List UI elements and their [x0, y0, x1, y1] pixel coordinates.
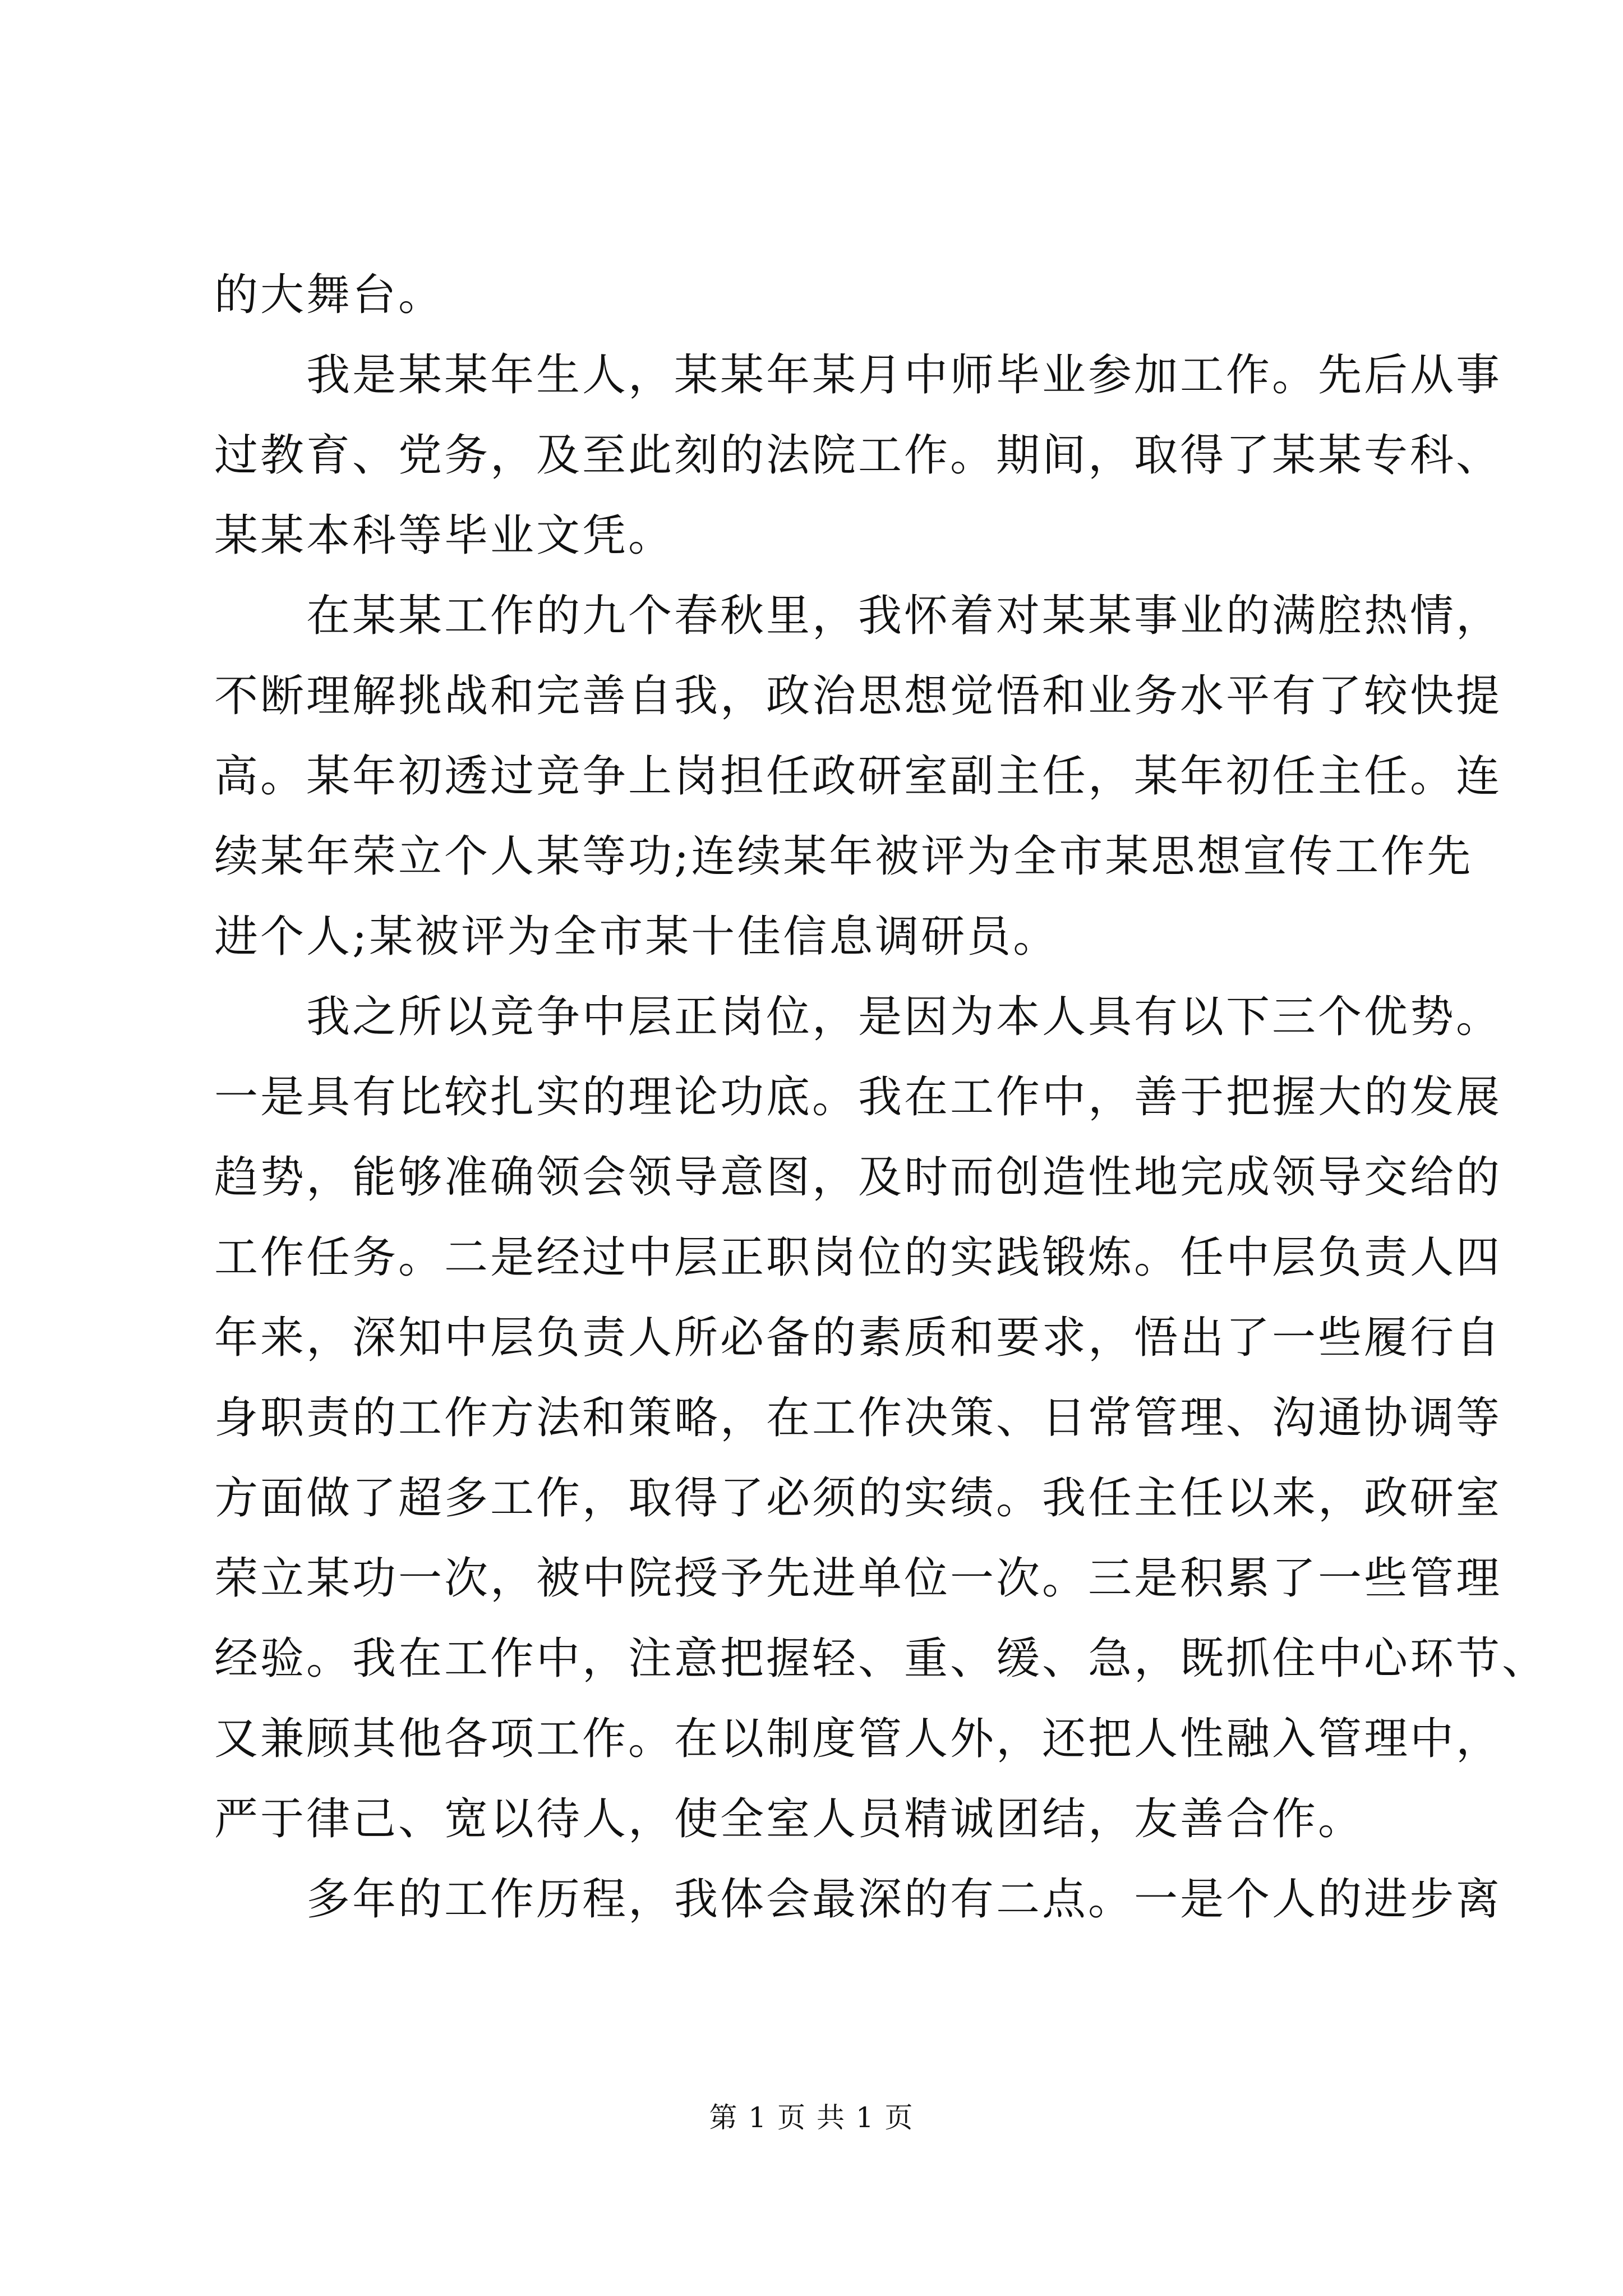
text-line: 又兼顾其他各项工作。在以制度管人外，还把人性融入管理中， [214, 1714, 1502, 1764]
text-line: 我之所以竞争中层正岗位，是因为本人具有以下三个优势。 [306, 992, 1502, 1042]
text-line: 趋势，能够准确领会领导意图，及时而创造性地完成领导交给的 [214, 1152, 1502, 1203]
text-line: 过教育、党务，及至此刻的法院工作。期间，取得了某某专科、 [214, 430, 1502, 481]
text-line: 续某年荣立个人某等功;连续某年被评为全市某思想宣传工作先 [214, 831, 1473, 882]
text-line: 某某本科等毕业文凭。 [214, 510, 675, 561]
text-line: 严于律己、宽以待人，使全室人员精诚团结，友善合作。 [214, 1794, 1364, 1844]
text-line: 多年的工作历程，我体会最深的有二点。一是个人的进步离 [306, 1874, 1502, 1925]
text-line: 的大舞台。 [214, 270, 445, 320]
document-body [214, 255, 1548, 1940]
text-line: 工作任务。二是经过中层正职岗位的实践锻炼。任中层负责人四 [214, 1232, 1502, 1283]
text-line: 方面做了超多工作，取得了必须的实绩。我任主任以来，政研室 [214, 1473, 1502, 1524]
text-line: 我是某某年生人，某某年某月中师毕业参加工作。先后从事 [306, 350, 1502, 401]
text-line: 一是具有比较扎实的理论功底。我在工作中，善于把握大的发展 [214, 1072, 1502, 1122]
text-line: 经验。我在工作中，注意把握轻、重、缓、急，既抓住中心环节、 [214, 1634, 1548, 1684]
text-line: 年来，深知中层负责人所必备的素质和要求，悟出了一些履行自 [214, 1313, 1502, 1363]
text-line: 不断理解挑战和完善自我，政治思想觉悟和业务水平有了较快提 [214, 671, 1502, 721]
text-line: 进个人;某被评为全市某十佳信息调研员。 [214, 912, 1059, 962]
text-line: 荣立某功一次，被中院授予先进单位一次。三是积累了一些管理 [214, 1553, 1502, 1604]
text-line: 身职责的工作方法和策略，在工作决策、日常管理、沟通协调等 [214, 1393, 1502, 1443]
text-line: 在某某工作的九个春秋里，我怀着对某某事业的满腔热情， [306, 591, 1502, 641]
text-line: 高。某年初透过竞争上岗担任政研室副主任，某年初任主任。连 [214, 751, 1502, 802]
page-footer: 第 1 页 共 1 页 [709, 2101, 914, 2134]
